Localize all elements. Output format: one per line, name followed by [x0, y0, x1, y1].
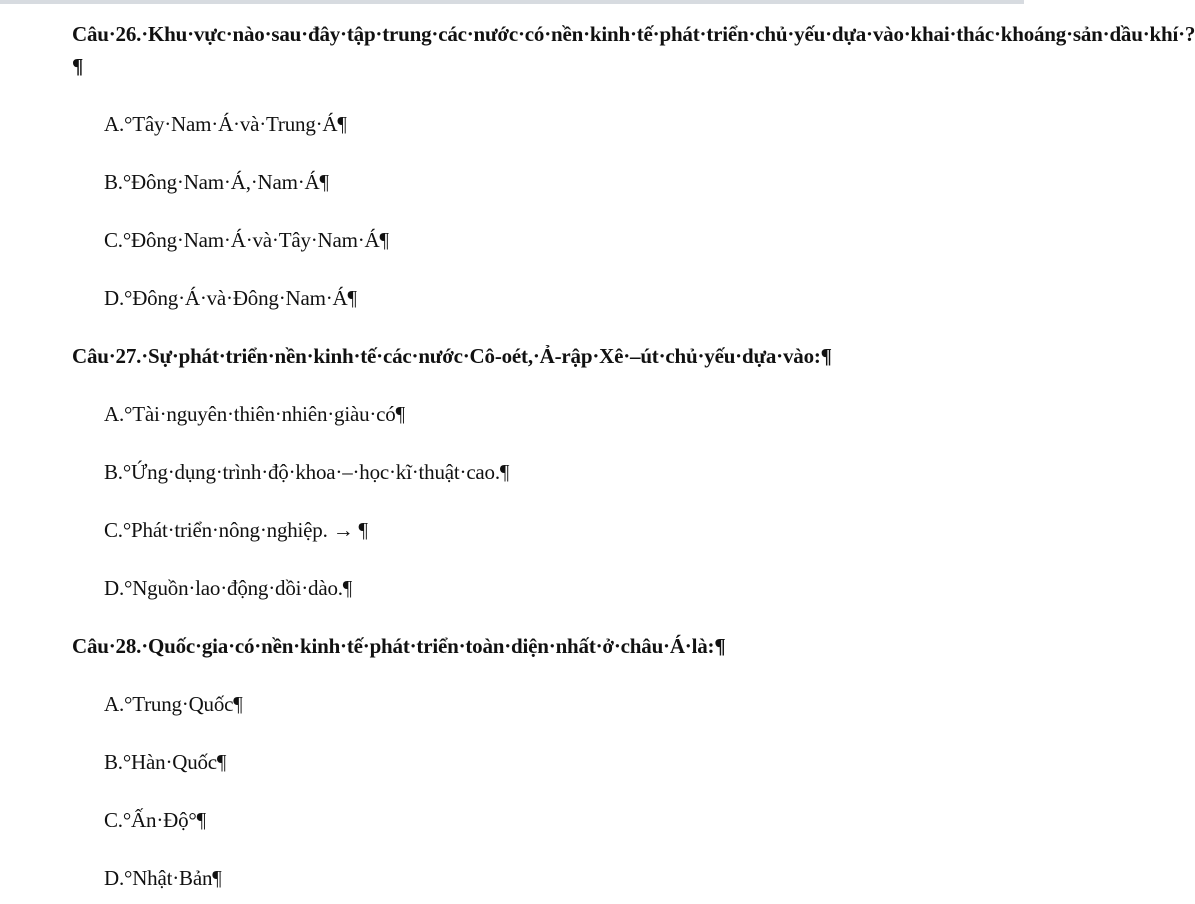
question-28-title: Câu·28.·Quốc·gia·có·nền·kinh·tế·phát·triển·toàn·diện·nhất·ở·châu·Á·là:¶	[72, 634, 726, 658]
question-27-option-b: B.°Ứng·dụng·trình·độ·khoa·–·học·kĩ·thuật·cao.¶	[104, 460, 510, 484]
question-26-option-a: A.°Tây·Nam·Á·và·Trung·Á¶	[104, 112, 347, 136]
question-27-option-a: A.°Tài·nguyên·thiên·nhiên·giàu·có¶	[104, 402, 405, 426]
question-26-title: Câu·26.·Khu·vực·nào·sau·đây·tập·trung·các·nước·có·nền·kinh·tế·phát·triển·chủ·yếu·dựa·vào·khai·thác·khoáng·sản·dầu·khí·?¶	[72, 22, 1195, 78]
question-27-option-d: D.°Nguồn·lao·động·dồi·dào.¶	[104, 576, 353, 600]
question-27-title: Câu·27.·Sự·phát·triển·nền·kinh·tế·các·nước·Cô-oét,·Ả-rập·Xê·–út·chủ·yếu·dựa·vào:¶	[72, 344, 832, 368]
question-28-option-b: B.°Hàn·Quốc¶	[104, 750, 227, 774]
question-26-option-b: B.°Đông·Nam·Á,·Nam·Á¶	[104, 170, 329, 194]
question-26-option-d: D.°Đông·Á·và·Đông·Nam·Á¶	[104, 286, 357, 310]
question-26-option-c: C.°Đông·Nam·Á·và·Tây·Nam·Á¶	[104, 228, 389, 252]
question-28-option-c: C.°Ấn·Độ°¶	[104, 808, 206, 832]
question-28-option-a: A.°Trung·Quốc¶	[104, 692, 243, 716]
question-28-option-d: D.°Nhật·Bản¶	[104, 866, 222, 890]
question-27-option-c: C.°Phát·triển·nông·nghiệp. → ¶	[104, 518, 368, 542]
